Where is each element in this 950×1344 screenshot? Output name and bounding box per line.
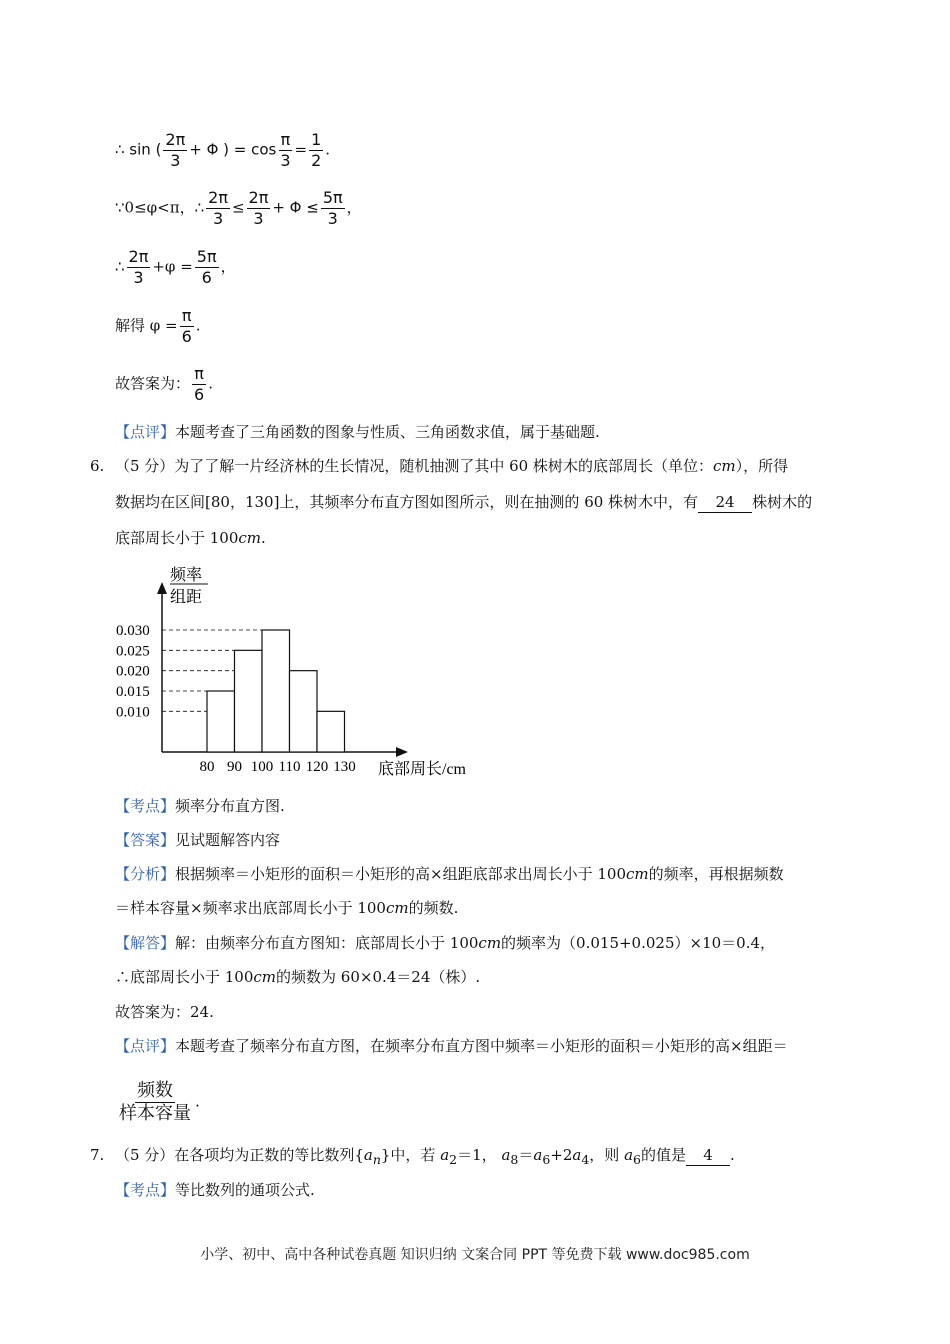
fraction: $\frac{\pi}{3}$ xyxy=(280,130,291,170)
dianping-6-fraction: $\frac{\text{频数}}{\text{样本容量}}$ . xyxy=(119,1080,200,1124)
x-axis-arrow xyxy=(396,747,408,757)
fraction: $\frac{2\pi}{3}$ xyxy=(128,247,149,287)
y-tick-label: 0.020 xyxy=(116,663,150,680)
y-tick-label: 0.030 xyxy=(116,623,150,639)
x-axis-label: 底部周长/cm xyxy=(378,761,466,778)
histogram-bar xyxy=(262,630,290,752)
jieda-6-line-1: 【解答】解：由频率分布直方图知：底部周长小于 100cm的频率为（0.015+0.025）×10＝0.4， xyxy=(115,934,776,952)
page-footer: 小学、初中、高中各种试卷真题 知识归纳 文案合同 PPT 等免费下载 www.doc985.com xyxy=(200,1247,750,1263)
fenxi-6-line-1: 【分析】根据频率＝小矩形的面积＝小矩形的高×组距底部求出周长小于 100cm的频率，再根据频数 xyxy=(115,865,784,883)
question-6-line-2: 数据均在区间[80，130]上，其频率分布直方图如图所示，则在抽测的 60 株树木中，有 24 株树木的 xyxy=(115,493,813,511)
fraction: $\frac{2\pi}{3}$ xyxy=(248,188,269,228)
question-number-6: 6. xyxy=(90,457,105,475)
x-tick-label: 110 xyxy=(278,759,301,775)
dianping-6: 【点评】本题考查了频率分布直方图，在频率分布直方图中频率＝小矩形的面积＝小矩形的高×组距＝ xyxy=(115,1037,788,1055)
solution-line-3: ∴ $\frac{2\pi}{3}$ +φ = $\frac{5\pi}{6}$ ， xyxy=(115,247,236,287)
fraction: $\frac{\pi}{6}$ xyxy=(181,306,192,346)
y-tick-label: 0.010 xyxy=(116,704,150,721)
question-number-7: 7. xyxy=(90,1146,105,1164)
y-label-numerator: 频率 xyxy=(170,567,203,584)
solution-answer-line: 故答案为： $\frac{\pi}{6}$ . xyxy=(115,364,213,404)
fraction: $\frac{5\pi}{6}$ xyxy=(196,247,217,287)
solution-line-4: 解得 φ = $\frac{\pi}{6}$ . xyxy=(115,306,201,346)
fraction: $\frac{5\pi}{3}$ xyxy=(322,188,343,228)
fraction: $\frac{\pi}{6}$ xyxy=(194,364,205,404)
y-label-denominator: 组距 xyxy=(170,589,203,606)
answer-6: 故答案为：24. xyxy=(115,1003,214,1021)
y-axis-arrow xyxy=(157,582,167,594)
kaodian-7: 【考点】等比数列的通项公式. xyxy=(115,1181,315,1199)
frequency-histogram xyxy=(110,560,490,780)
histogram-bar xyxy=(317,711,345,752)
comment-5: 【点评】本题考查了三角函数的图象与性质、三角函数求值，属于基础题. xyxy=(115,423,600,441)
histogram-bar xyxy=(290,671,318,752)
fenxi-6-line-2: ＝样本容量×频率求出底部周长小于 100cm的频数. xyxy=(115,899,459,917)
x-tick-label: 120 xyxy=(305,759,329,775)
y-tick-label: 0.015 xyxy=(116,684,150,700)
x-tick-label: 80 xyxy=(199,759,215,775)
histogram-bar xyxy=(207,691,235,752)
solution-line-2: ∵0≤φ<π，∴ $\frac{2\pi}{3}$ ≤ $\frac{2\pi}{3}$ + Φ ≤ $\frac{5\pi}{3}$ ， xyxy=(115,188,362,228)
question-7-line-1: （5 分）在各项均为正数的等比数列$\{a_n\}$中，若 $a_2=1$， $a_8=a_6+2a_4$，则 $a_6$的值是 4 . xyxy=(115,1146,735,1167)
histogram-bar xyxy=(235,650,263,752)
fraction: $\frac{1}{2}$ xyxy=(311,130,322,170)
x-tick-label: 130 xyxy=(333,759,356,775)
fraction: $\frac{2\pi}{3}$ xyxy=(208,188,228,228)
daan-6: 【答案】见试题解答内容 xyxy=(115,831,281,849)
x-tick-label: 90 xyxy=(227,759,242,775)
fraction: $\frac{2\pi}{3}$ xyxy=(165,130,186,170)
answer-blank: 24 xyxy=(698,492,752,513)
jieda-6-line-2: ∴底部周长小于 100cm的频数为 60×0.4＝24（株）. xyxy=(115,968,481,986)
fraction: $\frac{\text{频数}}{\text{样本容量}}$ xyxy=(119,1080,191,1124)
answer-blank: 4 xyxy=(686,1145,730,1166)
kaodian-6: 【考点】频率分布直方图. xyxy=(115,797,285,815)
question-6-line-1: （5 分）为了了解一片经济林的生长情况，随机抽测了其中 60 株树木的底部周长（单位：cm），所得 xyxy=(115,457,789,475)
solution-line-1: ∴ sin ( $\frac{2\pi}{3}$ + Φ ) = cos $\frac{\pi}{3}$ = $\frac{1}{2}$ . xyxy=(115,130,331,170)
x-tick-label: 100 xyxy=(250,759,274,775)
y-tick-label: 0.025 xyxy=(116,643,150,660)
question-6-line-3: 底部周长小于 100cm. xyxy=(115,529,266,547)
comment-tag: 【点评】 xyxy=(115,423,176,441)
